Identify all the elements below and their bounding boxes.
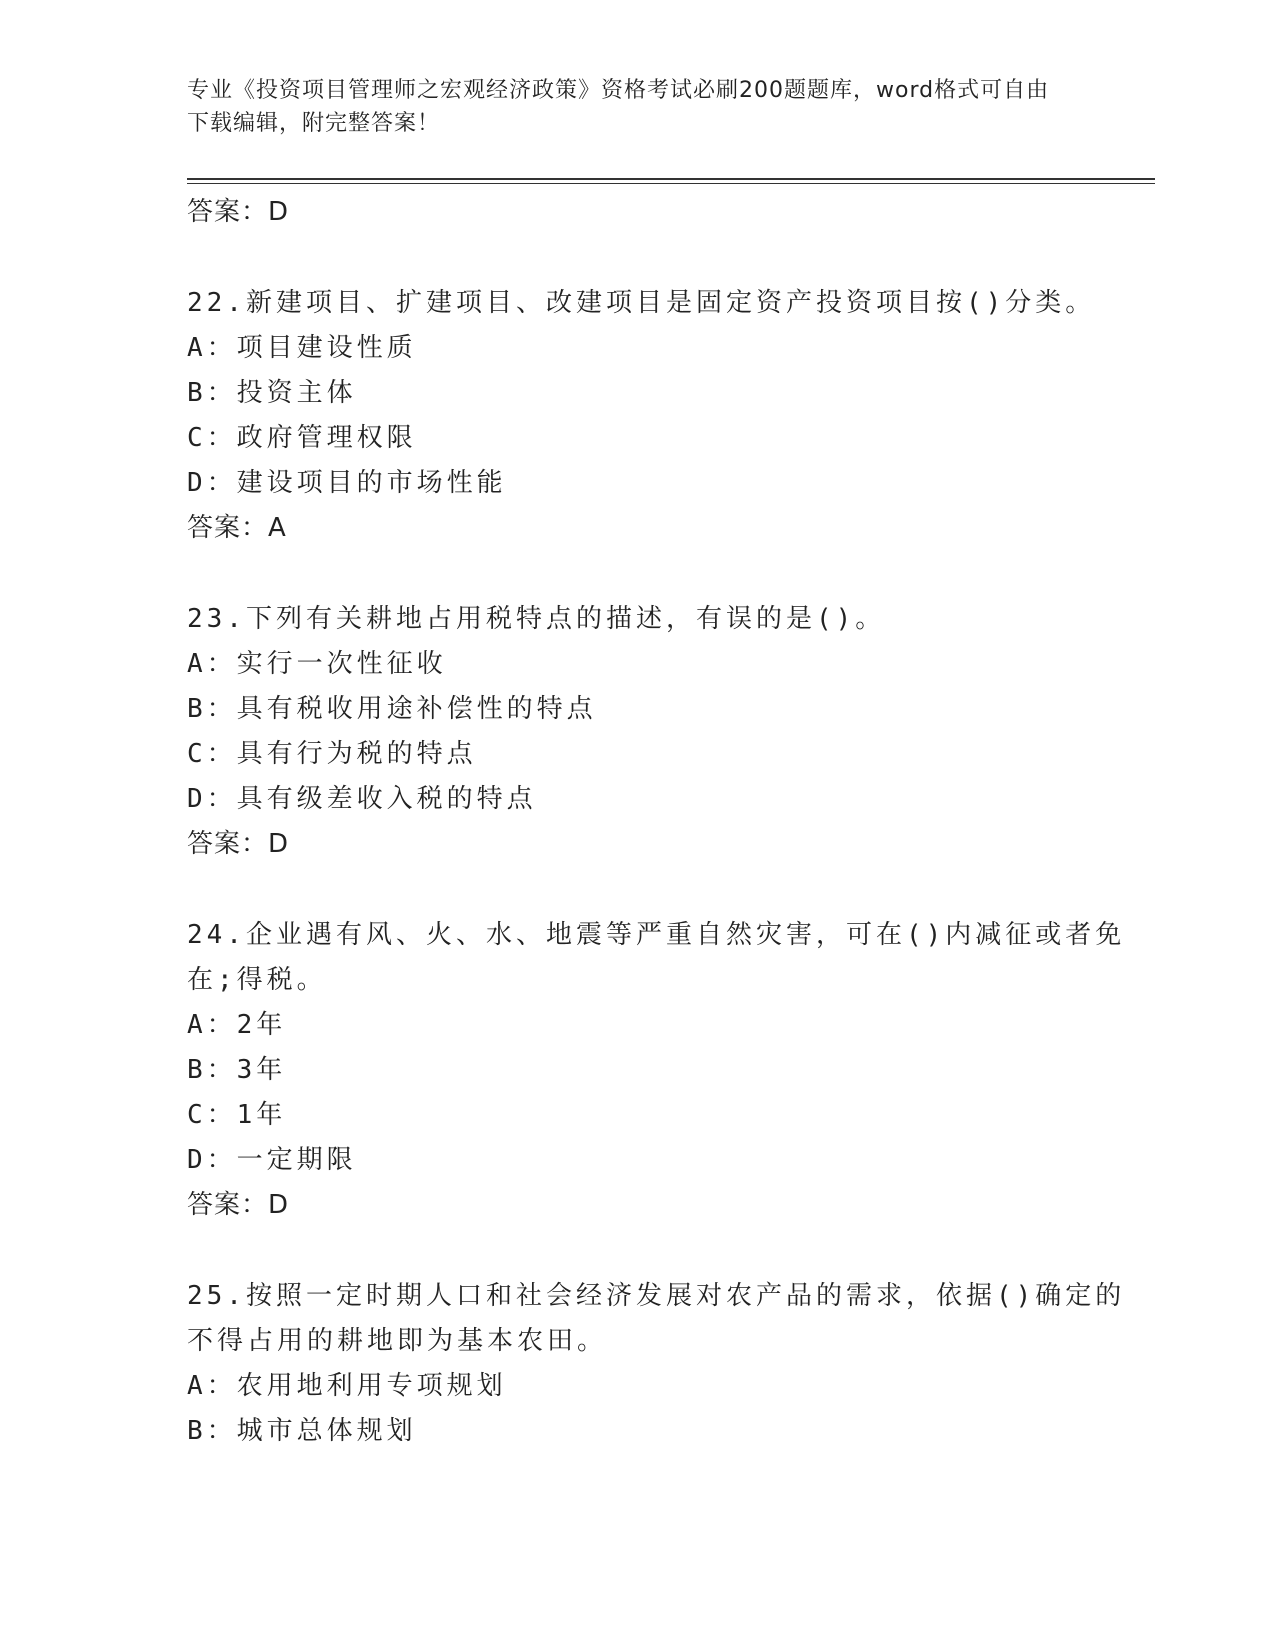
document-header: 专业《投资项目管理师之宏观经济政策》资格考试必刷200题题库，word格式可自由下载编辑，附完整答案！ (187, 78, 1050, 136)
option-b: B：3年 (187, 1055, 287, 1085)
question-stem-line-2: 不得占用的耕地即为基本农田。 (187, 1326, 608, 1356)
answer-line: 答案：A (187, 513, 287, 543)
answer-line: 答案：D (187, 1190, 290, 1220)
option-a: A：2年 (187, 1010, 287, 1040)
option-d: D：具有级差收入税的特点 (187, 784, 537, 814)
option-d: D：建设项目的市场性能 (187, 468, 507, 498)
option-b: B：投资主体 (187, 378, 357, 408)
question-stem-line-1: 24.企业遇有风、火、水、地震等严重自然灾害，可在()内减征或者免 (187, 920, 1126, 950)
option-c: C：政府管理权限 (187, 423, 417, 453)
option-a: A：农用地利用专项规划 (187, 1371, 507, 1401)
option-a: A：实行一次性征收 (187, 649, 447, 679)
question-stem-line-2: 在;得税。 (187, 965, 327, 995)
question-25 (187, 1274, 1126, 1454)
question-stem-line-1: 25.按照一定时期人口和社会经济发展对农产品的需求，依据()确定的 (187, 1281, 1126, 1311)
answer-line: 答案：D (187, 197, 290, 227)
question-24 (187, 913, 1126, 1228)
option-d: D：一定期限 (187, 1145, 357, 1175)
question-stem: 23.下列有关耕地占用税特点的描述，有误的是()。 (187, 604, 886, 634)
option-b: B：城市总体规划 (187, 1416, 417, 1446)
option-a: A：项目建设性质 (187, 333, 417, 363)
question-22 (187, 281, 1096, 551)
option-c: C：1年 (187, 1100, 287, 1130)
option-b: B：具有税收用途补偿性的特点 (187, 694, 597, 724)
answer-line: 答案：D (187, 829, 290, 859)
header-divider (187, 178, 1155, 184)
option-c: C：具有行为税的特点 (187, 739, 477, 769)
question-23 (187, 597, 1077, 867)
question-list (187, 190, 1126, 1454)
question-stem: 22.新建项目、扩建项目、改建项目是固定资产投资项目按()分类。 (187, 288, 1096, 318)
